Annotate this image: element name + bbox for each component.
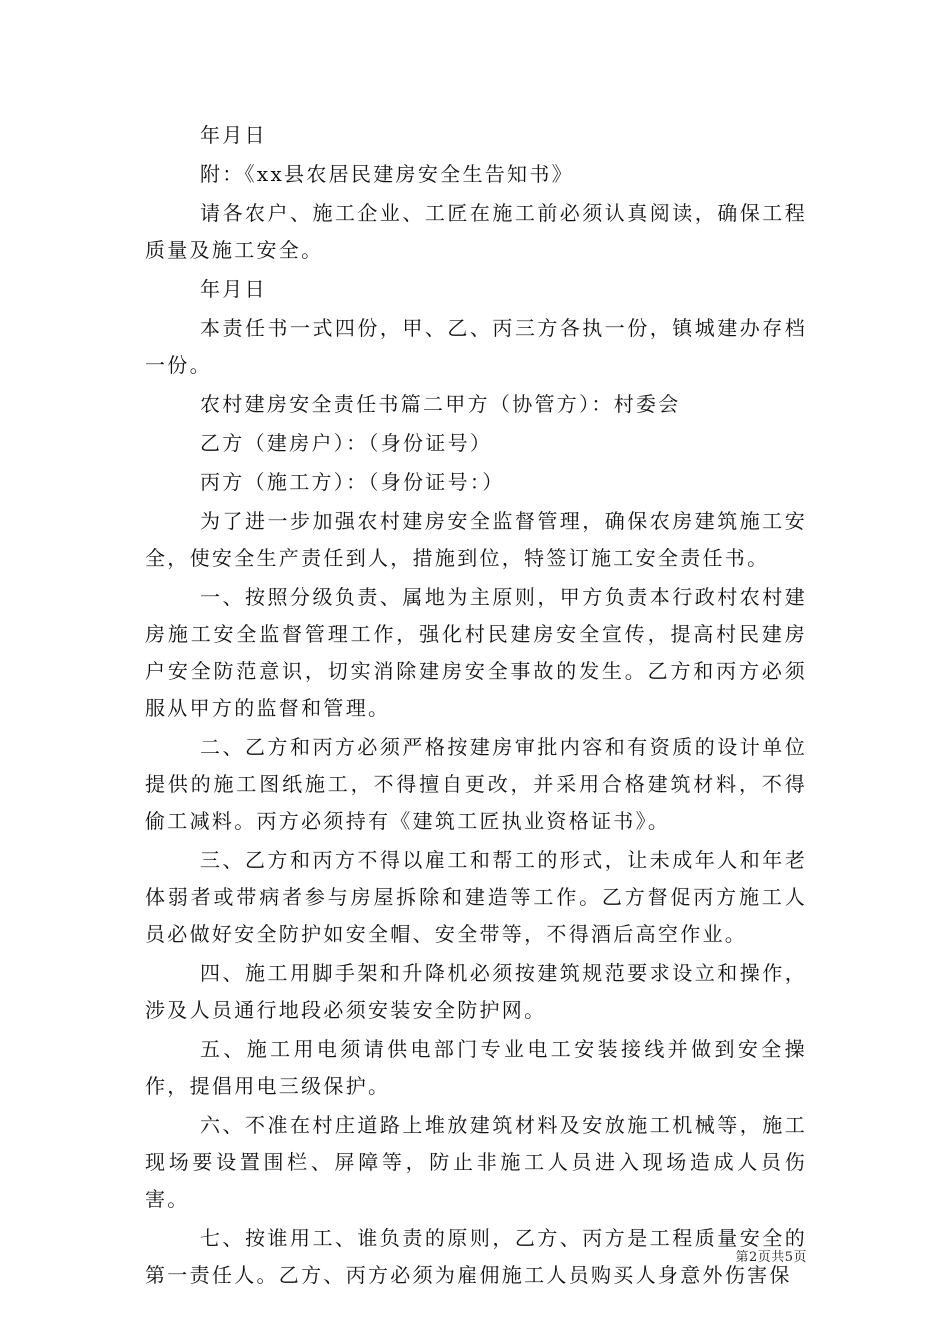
paragraph-clause-1: 一、按照分级负责、属地为主原则，甲方负责本行政村农村建房施工安全监督管理工作，强化村民建房安全宣传，提高村民建房户安全防范意识，切实消除建房安全事故的发生。乙方和丙方必须服从甲方的监督和管理。	[145, 585, 807, 720]
paragraph-clause-5: 五、施工用电须请供电部门专业电工安装接线并做到安全操作，提倡用电三级保护。	[145, 1037, 807, 1098]
paragraph-clause-4: 四、施工用脚手架和升降机必须按建筑规范要求设立和操作，涉及人员通行地段必须安装安全防护网。	[145, 961, 807, 1022]
paragraph-read-notice: 请各农户、施工企业、工匠在施工前必须认真阅读，确保工程质量及施工安全。	[145, 201, 807, 262]
paragraph-clause-6: 六、不准在村庄道路上堆放建筑材料及安放施工机械等，施工现场要设置围栏、屏障等，防止非施工人员进入现场造成人员伤害。	[145, 1113, 807, 1211]
page-number-footer: 第2页共5页	[735, 1250, 807, 1265]
paragraph-party-a: 农村建房安全责任书篇二甲方（协管方）：村委会	[200, 392, 681, 416]
paragraph-clause-3: 三、乙方和丙方不得以雇工和帮工的形式，让未成年人和年老体弱者或带病者参与房屋拆除和建造等工作。乙方督促丙方施工人员必做好安全防护如安全帽、安全带等，不得酒后高空作业。	[145, 848, 807, 946]
paragraph-copies: 本责任书一式四份，甲、乙、丙三方各执一份，镇城建办存档一份。	[145, 316, 807, 377]
document-body	[145, 117, 807, 1296]
paragraph-date-1: 年月日	[200, 123, 267, 147]
paragraph-purpose: 为了进一步加强农村建房安全监督管理，确保农房建筑施工安全，使安全生产责任到人，措施到位，特签订施工安全责任书。	[145, 509, 807, 570]
paragraph-date-2: 年月日	[200, 277, 267, 301]
paragraph-party-b: 乙方（建房户）：（身份证号）	[200, 431, 493, 455]
paragraph-clause-2: 二、乙方和丙方必须严格按建房审批内容和有资质的设计单位提供的施工图纸施工，不得擅自更改，并采用合格建筑材料，不得偷工减料。丙方必须持有《建筑工匠执业资格证书》。	[145, 735, 807, 833]
paragraph-attachment: 附：《xx县农居民建房安全生告知书》	[200, 162, 574, 186]
paragraph-party-c: 丙方（施工方）：（身份证号：）	[200, 470, 505, 494]
paragraph-clause-7: 七、按谁用工、谁负责的原则，乙方、丙方是工程质量安全的第一责任人。乙方、丙方必须为雇佣施工人员购买人身意外伤害保	[145, 1226, 807, 1287]
